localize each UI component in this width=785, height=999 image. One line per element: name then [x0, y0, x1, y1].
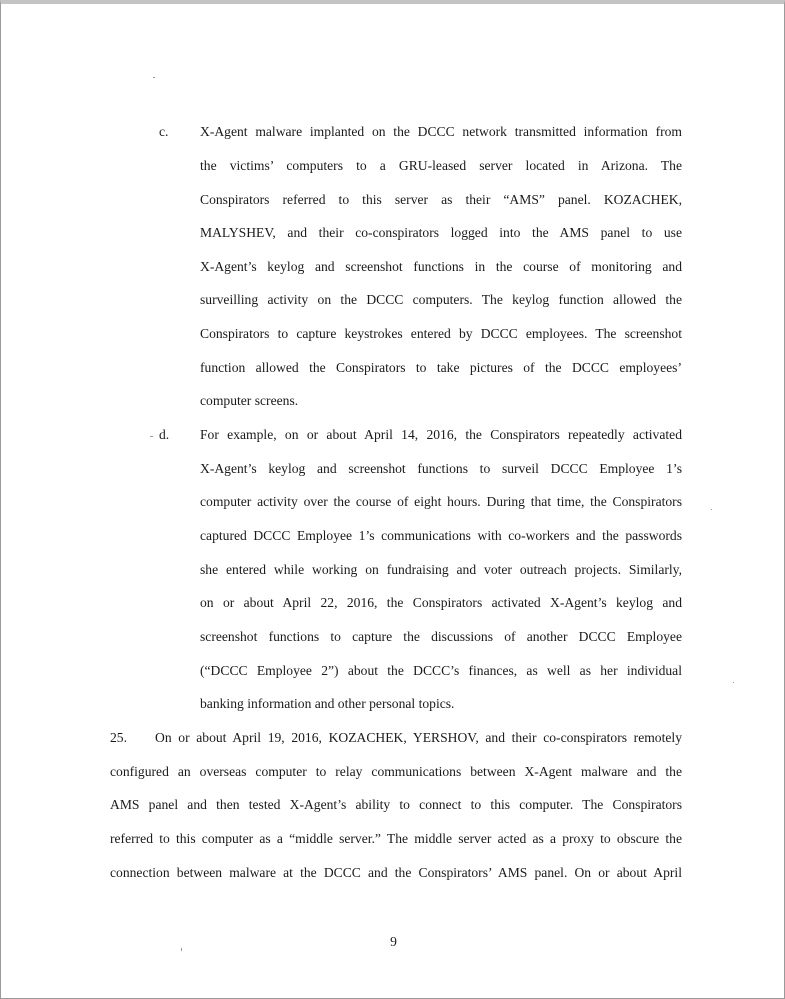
scan-speck	[150, 436, 153, 437]
item-c-line: X-Agent’s keylog and screenshot functions in the course of monitoring and	[200, 259, 682, 274]
item-c-line: MALYSHEV, and their co-conspirators logged into the AMS panel to use	[200, 225, 682, 240]
paragraph-line: configured an overseas computer to relay communications between X-Agent malware and the	[110, 764, 682, 779]
paragraph-line: referred to this computer as a “middle server.” The middle server acted as a proxy to obscure the	[110, 831, 682, 846]
item-c-line: surveilling activity on the DCCC computers. The keylog function allowed the	[200, 292, 682, 307]
item-d-line: screenshot functions to capture the discussions of another DCCC Employee	[200, 629, 682, 644]
paragraph-line: On or about April 19, 2016, KOZACHEK, YERSHOV, and their co-conspirators remotely	[155, 730, 682, 745]
item-c-line: the victims’ computers to a GRU-leased server located in Arizona. The	[200, 158, 682, 173]
scan-speck	[153, 77, 155, 78]
scan-speck	[711, 509, 712, 510]
item-d-line: banking information and other personal topics.	[200, 696, 455, 711]
page-number: 9	[390, 934, 397, 949]
item-d-line: For example, on or about April 14, 2016, the Conspirators repeatedly activated	[200, 427, 682, 442]
item-c-line: Conspirators referred to this server as their “AMS” panel. KOZACHEK,	[200, 192, 682, 207]
item-marker-d: d.	[159, 427, 170, 442]
item-d-line: she entered while working on fundraising and voter outreach projects. Similarly,	[200, 562, 682, 577]
paragraph-line: AMS panel and then tested X-Agent’s ability to connect to this computer. The Conspirators	[110, 797, 682, 812]
item-d-line: X-Agent’s keylog and screenshot functions to surveil DCCC Employee 1’s	[200, 461, 682, 476]
item-d-line: on or about April 22, 2016, the Conspirators activated X-Agent’s keylog and	[200, 595, 682, 610]
item-c-line: computer screens.	[200, 393, 299, 408]
item-c-line: X-Agent malware implanted on the DCCC network transmitted information from	[200, 124, 682, 139]
item-d-line: (“DCCC Employee 2”) about the DCCC’s finances, as well as her individual	[200, 663, 682, 678]
item-d-line: captured DCCC Employee 1’s communications with co-workers and the passwords	[200, 528, 682, 543]
paragraph-number: 25.	[110, 730, 127, 745]
scan-speck	[733, 682, 734, 683]
item-c-line: Conspirators to capture keystrokes entered by DCCC employees. The screenshot	[200, 326, 682, 341]
item-marker-c: c.	[159, 124, 169, 139]
item-c-line: function allowed the Conspirators to take pictures of the DCCC employees’	[200, 360, 682, 375]
paragraph-line: connection between malware at the DCCC and the Conspirators’ AMS panel. On or about April	[110, 865, 682, 880]
item-d-line: computer activity over the course of eight hours. During that time, the Conspirators	[200, 494, 682, 509]
